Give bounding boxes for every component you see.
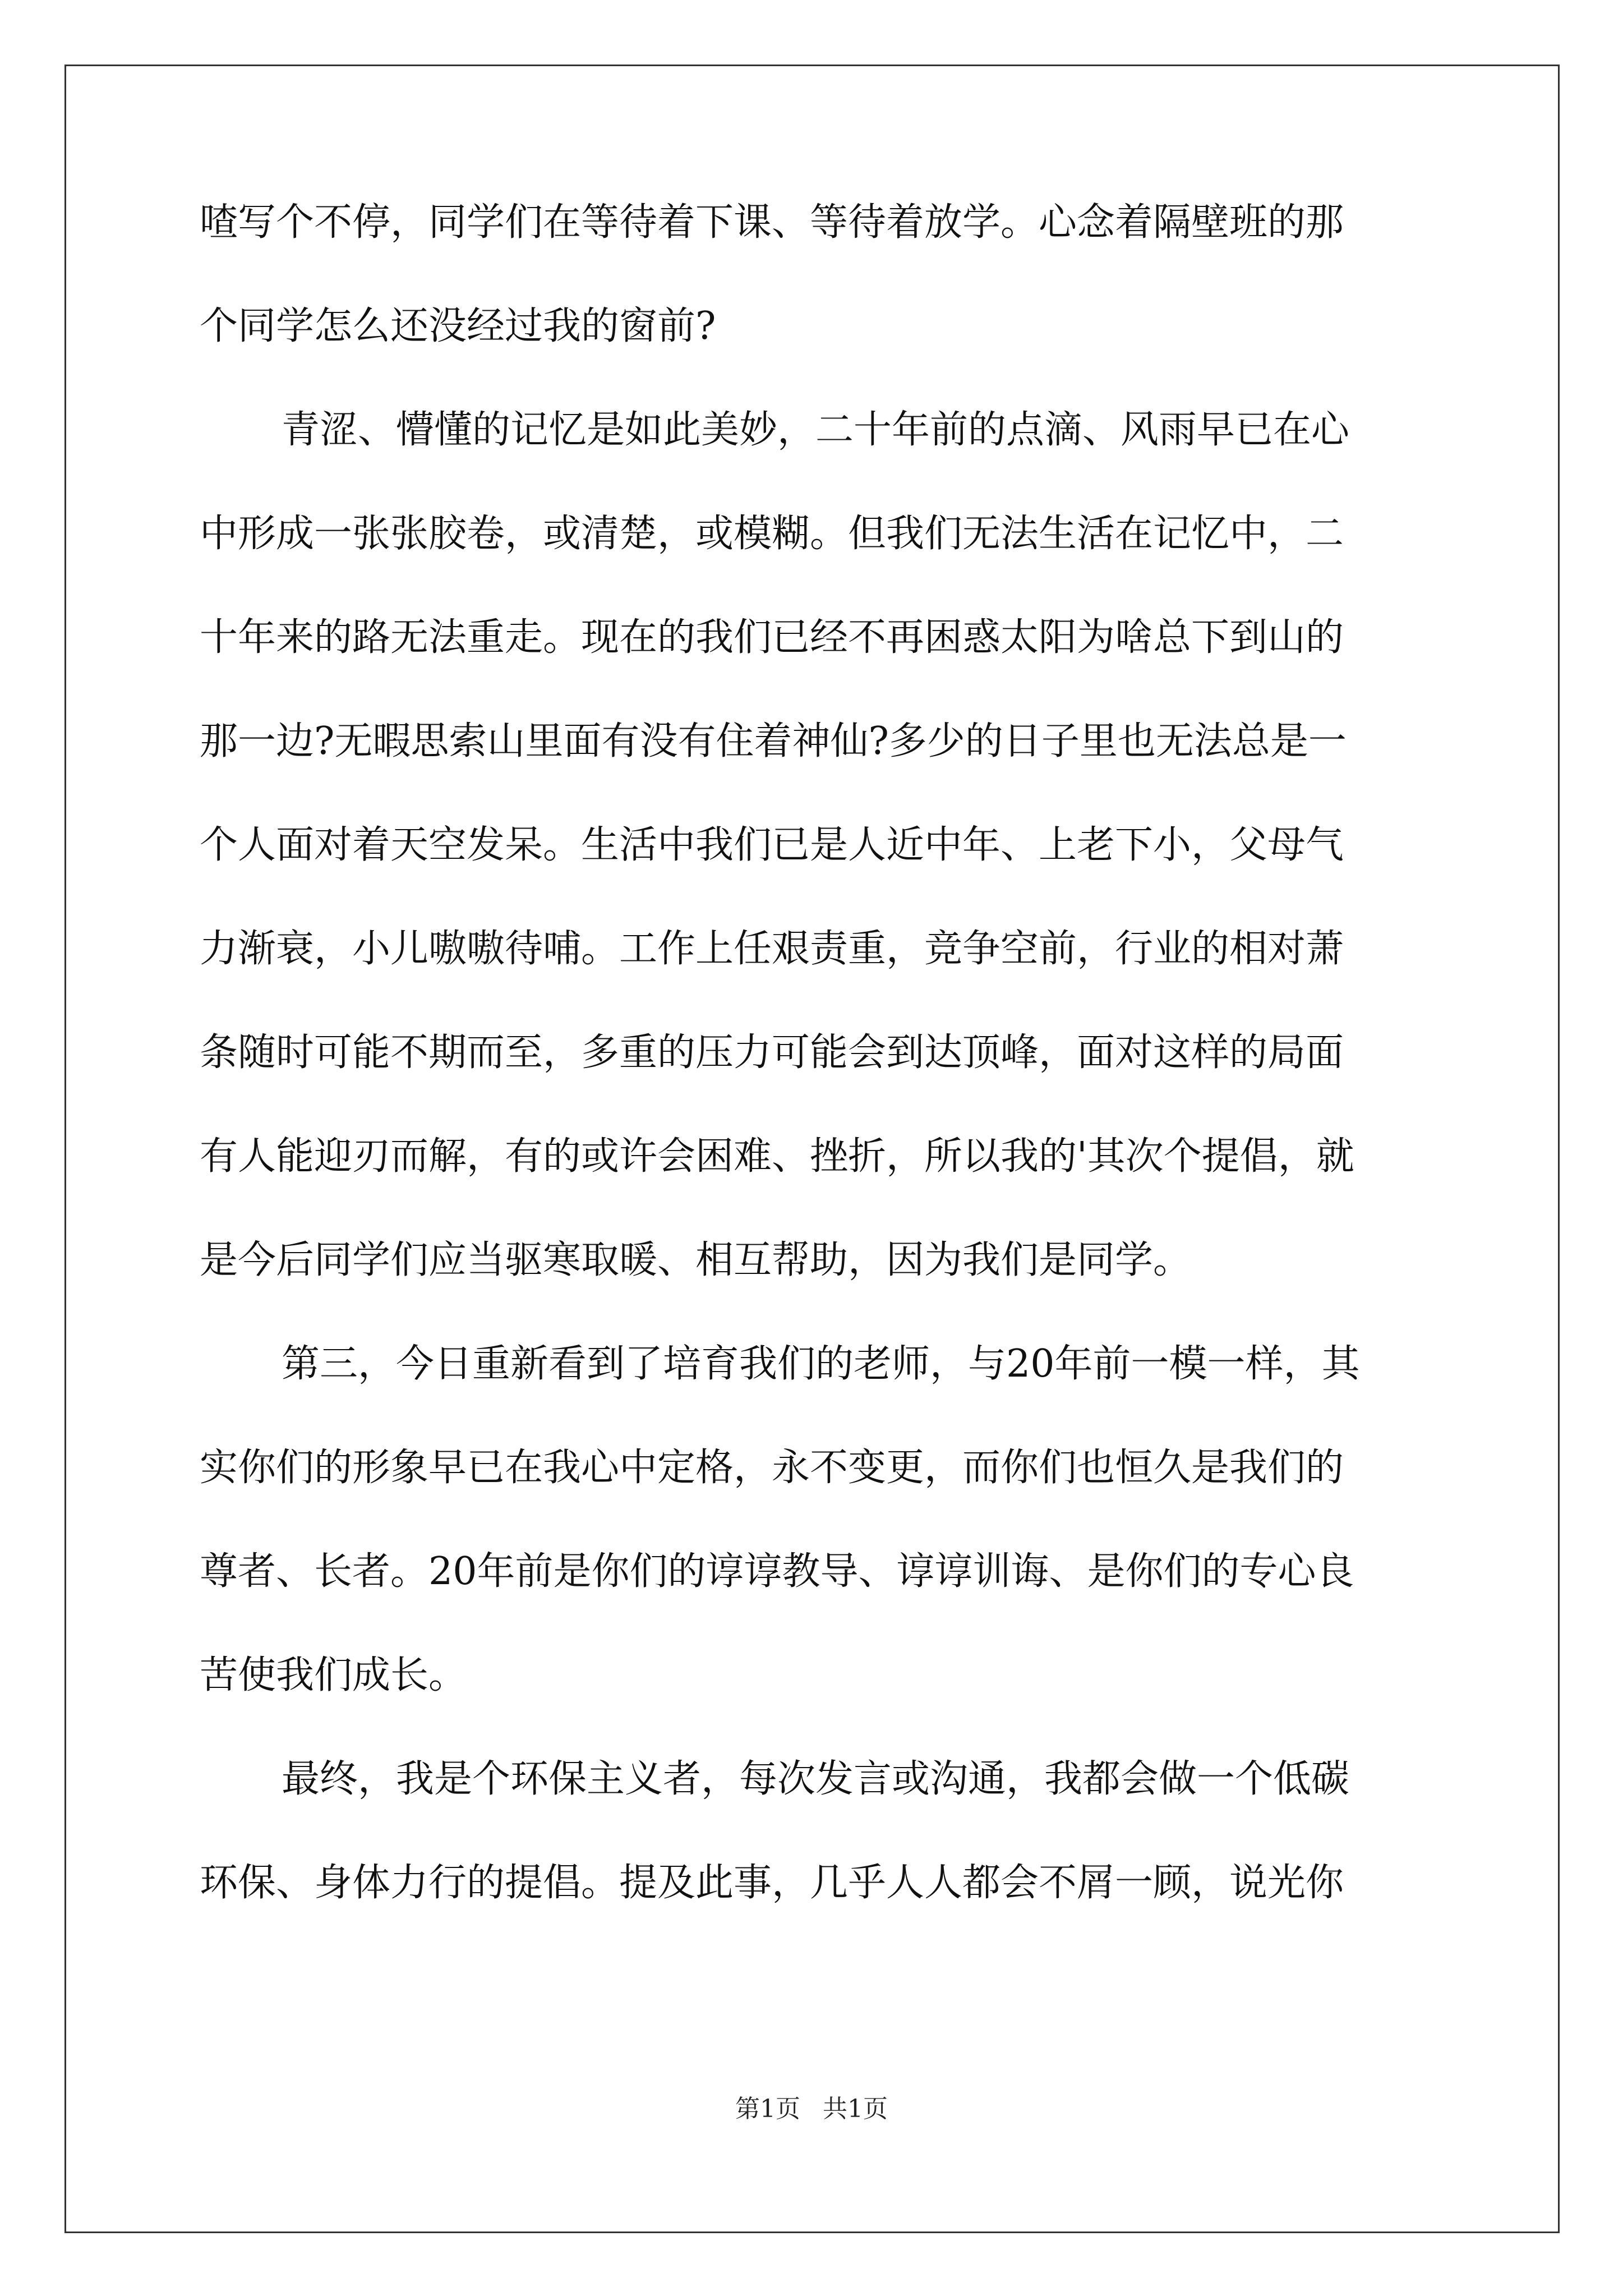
paragraph-start-line: 最终，我是个环保主义者，每次发言或沟通，我都会做一个低碳: [282, 1757, 1350, 1801]
paragraph-start-line: 第三，今日重新看到了培育我们的老师，与20年前一模一样，其: [282, 1342, 1360, 1386]
text-line: 个同学怎么还没经过我的窗前?: [200, 304, 716, 348]
text-line: 那一边?无暇思索山里面有没有住着神仙?多少的日子里也无法总是一: [200, 719, 1347, 763]
text-line: 力渐衰，小儿嗷嗷待哺。工作上任艰责重，竞争空前，行业的相对萧: [200, 927, 1344, 971]
text-line: 十年来的路无法重走。现在的我们已经不再困惑太阳为啥总下到山的: [200, 615, 1344, 660]
paragraph-start-line: 青涩、懵懂的记忆是如此美妙，二十年前的点滴、风雨早已在心: [282, 408, 1350, 452]
text-line: 条随时可能不期而至，多重的压力可能会到达顶峰，面对这样的局面: [200, 1030, 1344, 1075]
text-line: 个人面对着天空发呆。生活中我们已是人近中年、上老下小，父母气: [200, 823, 1344, 867]
text-line: 喳写个不停，同学们在等待着下课、等待着放学。心念着隔壁班的那: [200, 200, 1344, 245]
text-line: 中形成一张张胶卷，或清楚，或模糊。但我们无法生活在记忆中，二: [200, 512, 1344, 556]
page-footer: [0, 2092, 1623, 2126]
document-body: [200, 193, 1433, 1957]
text-line: 尊者、长者。20年前是你们的谆谆教导、谆谆训诲、是你们的专心良: [200, 1549, 1354, 1594]
page-total: 共1页: [823, 2095, 888, 2123]
text-line: 实你们的形象早已在我心中定格，永不变更，而你们也恒久是我们的: [200, 1446, 1344, 1490]
text-line: 苦使我们成长。: [200, 1653, 467, 1697]
page-number: 第1页: [735, 2095, 800, 2123]
text-line: 环保、身体力行的提倡。提及此事，几乎人人都会不屑一顾，说光你: [200, 1861, 1344, 1905]
text-line: 是今后同学们应当驱寒取暖、相互帮助，因为我们是同学。: [200, 1238, 1192, 1282]
text-line: 有人能迎刃而解，有的或许会困难、挫折，所以我的'其次个提倡，就: [200, 1134, 1354, 1179]
